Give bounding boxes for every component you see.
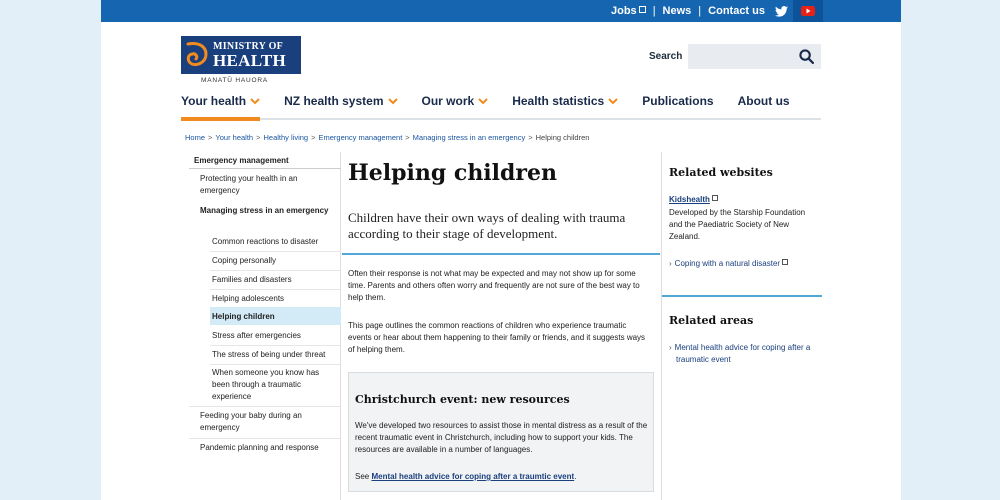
external-link-icon — [712, 195, 718, 201]
sidebar-divider — [662, 295, 822, 297]
search-icon — [799, 49, 814, 64]
breadcrumb-home[interactable]: Home — [185, 133, 206, 142]
breadcrumb-separator: > — [405, 133, 410, 142]
search-button[interactable] — [791, 44, 821, 69]
related-area-item — [669, 342, 819, 366]
section-nav-subitem[interactable]: Stress after emergencies — [212, 331, 301, 340]
breadcrumb-your-health[interactable]: Your health — [215, 133, 254, 142]
chevron-down-icon — [250, 94, 260, 108]
section-nav — [189, 152, 341, 500]
callout-title: Christchurch event: new resources — [355, 393, 570, 406]
right-sidebar — [661, 152, 821, 500]
youtube-button[interactable] — [793, 0, 823, 22]
kidshealth-description: Developed by the Starship Foundation and the Paediatric Society of New Zealand. — [669, 208, 806, 241]
chevron-down-icon — [388, 94, 398, 108]
separator: | — [698, 5, 702, 17]
breadcrumb-managing-stress[interactable]: Managing stress in an emergency — [412, 133, 526, 142]
twitter-icon — [775, 6, 788, 17]
youtube-icon — [801, 6, 815, 16]
contact-us-link[interactable]: Contact us — [708, 5, 765, 17]
breadcrumb-emergency-management[interactable]: Emergency management — [318, 133, 403, 142]
nav-divider — [181, 118, 821, 120]
logo-line-1: MINISTRY OF — [213, 40, 284, 52]
top-utility-bar — [101, 0, 901, 22]
section-nav-item[interactable]: Pandemic planning and response — [200, 443, 319, 452]
twitter-button[interactable] — [766, 0, 796, 22]
breadcrumb-current: Helping children — [535, 133, 590, 142]
nav-label: Your health — [181, 94, 247, 108]
main-nav — [181, 92, 814, 110]
nav-label: Publications — [642, 94, 714, 108]
chevron-right-icon: › — [669, 259, 672, 268]
separator: | — [652, 5, 656, 17]
lead-divider — [342, 253, 660, 255]
divider — [210, 364, 341, 365]
breadcrumb-separator: > — [311, 133, 316, 142]
logo-subtitle: MANATŪ HAUORA — [201, 77, 268, 84]
koru-logo-icon — [181, 36, 213, 74]
body-paragraph-2: This page outlines the common reactions of children who experience traumatic events or hear about them happening to their family or friends, and it suggests ways of helping them. — [348, 321, 646, 354]
nav-your-health[interactable] — [181, 92, 260, 110]
callout-see-line — [355, 472, 576, 481]
breadcrumb-separator: > — [208, 133, 213, 142]
related-areas-heading: Related areas — [669, 314, 754, 327]
related-websites-heading: Related websites — [669, 166, 773, 179]
divider — [210, 251, 341, 252]
nav-publications[interactable] — [642, 92, 713, 110]
section-nav-subitem[interactable]: The stress of being under threat — [212, 350, 326, 359]
kidshealth-item — [669, 194, 819, 206]
nav-label: Our work — [421, 94, 475, 108]
nav-about-us[interactable] — [738, 92, 790, 110]
lead-paragraph: Children have their own ways of dealing with trauma according to their stage of development. — [348, 210, 626, 241]
breadcrumb-separator: > — [256, 133, 261, 142]
section-nav-item[interactable]: Protecting your health in an emergency — [200, 174, 298, 195]
nav-our-work[interactable] — [422, 92, 489, 110]
external-link-icon — [639, 6, 646, 13]
section-nav-subitem-active[interactable]: Helping children — [212, 312, 275, 321]
section-nav-item[interactable]: Managing stress in an emergency — [200, 206, 329, 215]
jobs-link[interactable]: Jobs — [611, 5, 646, 17]
kidshealth-link[interactable]: Kidshealth — [669, 195, 710, 204]
section-nav-subitem[interactable]: Helping adolescents — [212, 294, 285, 303]
page — [101, 0, 901, 500]
divider — [210, 345, 341, 346]
logo-line-2: HEALTH — [213, 50, 286, 70]
chevron-right-icon: › — [669, 343, 672, 352]
nav-label: About us — [737, 94, 790, 108]
chevron-down-icon — [478, 94, 488, 108]
section-nav-subitem[interactable]: Coping personally — [212, 256, 277, 265]
nav-label: NZ health system — [284, 94, 384, 108]
section-nav-heading[interactable]: Emergency management — [189, 152, 341, 169]
chevron-down-icon — [608, 94, 618, 108]
breadcrumb — [185, 133, 589, 142]
coping-natural-disaster-link[interactable]: Coping with a natural disaster — [674, 259, 781, 268]
nav-label: Health statistics — [512, 94, 605, 108]
breadcrumb-separator: > — [528, 133, 533, 142]
ministry-of-health-logo[interactable] — [181, 36, 301, 74]
mental-health-advice-link[interactable]: Mental health advice for coping after a traumtic event — [371, 472, 575, 481]
section-nav-subitem[interactable]: Families and disasters — [212, 275, 292, 284]
section-nav-subitem[interactable]: When someone you know has been through a traumatic experience — [212, 368, 320, 401]
body-paragraph-1: Often their response is not what may be expected and may not show up for some time. Parents and others often worry and frequently are not sure of the best way to help them. — [348, 269, 640, 302]
callout-text: We've developed two resources to assist those in mental distress as a result of the recent traumatic event in Christchurch, including how to support your kids. The resources are available in a number of languages. — [355, 421, 648, 454]
divider — [189, 406, 341, 407]
divider — [189, 438, 341, 439]
news-link[interactable]: News — [662, 5, 692, 17]
page-title: Helping children — [348, 160, 557, 186]
see-suffix: . — [574, 472, 577, 481]
utility-links — [611, 0, 765, 22]
nav-health-statistics[interactable] — [512, 92, 618, 110]
related-area-link[interactable]: Mental health advice for coping after a traumatic event — [674, 343, 811, 364]
section-nav-subitem[interactable]: Common reactions to disaster — [212, 237, 319, 246]
divider — [210, 289, 341, 290]
callout-box — [348, 372, 654, 492]
divider — [210, 270, 341, 271]
logo-wordmark — [213, 42, 286, 69]
breadcrumb-healthy-living[interactable]: Healthy living — [263, 133, 309, 142]
external-link-icon — [782, 259, 788, 265]
coping-natural-disaster-item — [669, 258, 819, 270]
section-nav-item[interactable]: Feeding your baby during an emergency — [200, 411, 302, 432]
see-prefix: See — [355, 472, 372, 481]
nav-nz-health-system[interactable] — [284, 92, 397, 110]
search-label: Search — [649, 51, 683, 62]
nav-active-indicator — [181, 117, 260, 121]
